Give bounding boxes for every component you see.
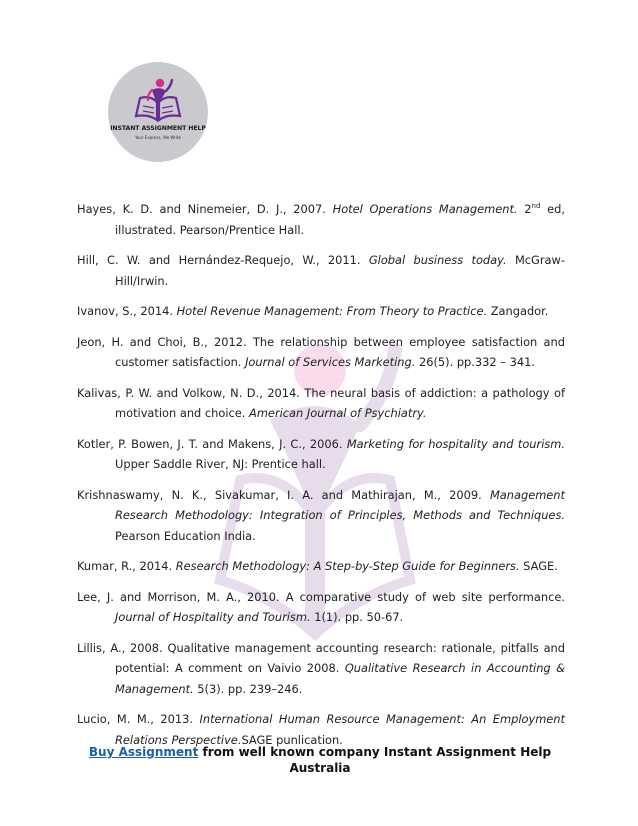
reference-list — [77, 199, 565, 760]
footer-text-line2: Australia — [289, 761, 351, 775]
company-logo — [108, 62, 208, 162]
reference-item: Lee, J. and Morrison, M. A., 2010. A comparative study of web site performance. Journal of Hospitality and Tourism. 1(1). pp. 50-67. — [77, 589, 565, 624]
reference-item: Hill, C. W. and Hernández-Requejo, W., 2011. Global business today. McGraw-Hill/Irwin. — [77, 253, 565, 288]
book-person-icon — [108, 62, 208, 162]
reference-item: Ivanov, S., 2014. Hotel Revenue Management: From Theory to Practice. Zangador. — [77, 304, 549, 318]
reference-item: Kumar, R., 2014. Research Methodology: A Step-by-Step Guide for Beginners. SAGE. — [77, 559, 558, 573]
footer-text: from well known company Instant Assignment Help — [198, 745, 552, 759]
logo-title: INSTANT ASSIGNMENT HELP — [110, 125, 206, 132]
reference-item: Krishnaswamy, N. K., Sivakumar, I. A. and Mathirajan, M., 2009. Management Research Methodology: Integration of Principles, Methods and Techniques. Pearson Education India. — [77, 487, 565, 543]
reference-item: Hayes, K. D. and Ninemeier, D. J., 2007. Hotel Operations Management. 2nd ed, illustrated. Pearson/Prentice Hall. — [77, 202, 566, 237]
reference-item: Lucio, M. M., 2013. International Human Resource Management: An Employment Relations Perspective.SAGE punlication. — [77, 712, 565, 747]
page-footer — [60, 744, 580, 776]
buy-assignment-link[interactable]: Buy Assignment — [88, 745, 199, 759]
logo-tagline: Your Express, We Write — [135, 135, 181, 140]
reference-item: Kotler, P. Bowen, J. T. and Makens, J. C., 2006. Marketing for hospitality and tourism. Upper Saddle River, NJ: Prentice hall. — [77, 436, 566, 471]
reference-item: Jeon, H. and Choi, B., 2012. The relationship between employee satisfaction and customer satisfaction. Journal of Services Marketing. 26(5). pp.332 – 341. — [77, 334, 565, 369]
reference-item: Kalivas, P. W. and Volkow, N. D., 2014. The neural basis of addiction: a pathology of motivation and choice. American Journal of Psychiatry. — [77, 385, 565, 420]
reference-item: Lillis, A., 2008. Qualitative management accounting research: rationale, pitfalls and potential: A comment on Vaivio 2008. Qualitative Research in Accounting & Management. 5(3). pp. 239–246. — [77, 640, 565, 696]
